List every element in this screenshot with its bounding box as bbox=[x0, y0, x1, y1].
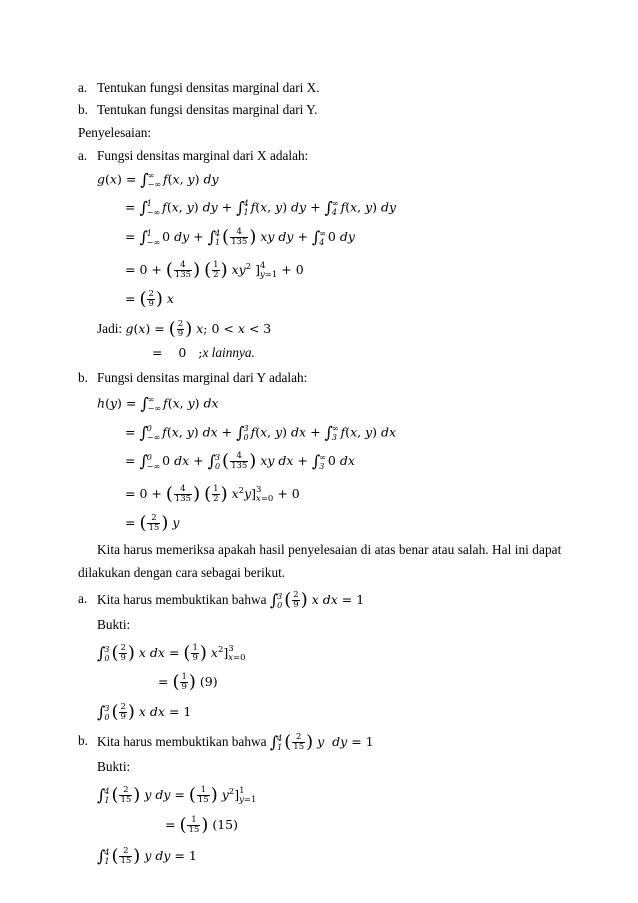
penyelesaian-heading: Penyelesaian: bbox=[78, 125, 152, 140]
item-a-text: Tentukan fungsi densitas marginal dari X. bbox=[97, 80, 320, 95]
item-a2-text: Fungsi densitas marginal dari X adalah: bbox=[97, 148, 309, 163]
eq-g4: = 0 + ( $\frac{4}{135}$ ) ( $\frac{1}{2}$ ) $xy^2$ ] 4 y=1 + 0 bbox=[125, 259, 304, 281]
eq-h4: = 0 + ( $\frac{4}{135}$ ) ( $\frac{1}{2}$ ) $x^2y$] 3 x=0 + 0 bbox=[125, 483, 300, 505]
item-b2-text: Fungsi densitas marginal dari Y adalah: bbox=[97, 370, 308, 385]
jadi-g: Jadi: g(x) = ( $\frac{2}{9}$ ) x; 0 < x < 3 bbox=[97, 318, 272, 340]
eq-h3: = ∫ 0 −∞ 0 dx + ∫ 3 0 ( $\frac{4}{135}$ ) xy dx + ∫ ∞ 3 0 dx bbox=[125, 450, 355, 472]
eq-pb3: ∫ 4 1 ( $\frac{2}{15}$ ) y dy = 1 bbox=[97, 845, 197, 867]
item-a: a. Tentukan fungsi densitas marginal dari X. bbox=[78, 80, 320, 95]
bukti-a: Bukti: bbox=[97, 617, 131, 632]
eq-pb1: ∫ 4 1 ( $\frac{2}{15}$ ) y dy = ( $\frac{1}{15}$ ) $y^2$] 1 y=1 bbox=[97, 784, 257, 806]
bukti-b: Bukti: bbox=[97, 759, 131, 774]
eq-g5: = ( $\frac{2}{9}$ ) x bbox=[125, 288, 174, 310]
item-b3: b. Kita harus membuktikan bahwa ∫ 4 1 ( $\frac{2}{15}$ ) y dy = 1 bbox=[78, 731, 374, 753]
item-a3: a. Kita harus membuktikan bahwa ∫ 3 0 ( $\frac{2}{9}$ ) x dx = 1 bbox=[78, 589, 365, 611]
eq-pa3: ∫ 3 0 ( $\frac{2}{9}$ ) x dx = 1 bbox=[97, 701, 192, 723]
eq-h2: = ∫ 0 −∞ f(x, y) dx + ∫ 3 0 f(x, y) dx + ∫ ∞ 3 f(x, y) dx bbox=[125, 423, 397, 442]
item-a2: a. Fungsi densitas marginal dari X adalah: bbox=[78, 148, 309, 163]
eq-g3: = ∫ 1 −∞ 0 dy + ∫ 4 1 ( $\frac{4}{135}$ ) xy dy + ∫ ∞ 4 0 dy bbox=[125, 226, 355, 248]
item-b3-text: Kita harus membuktikan bahwa ∫ 4 1 ( $\frac{2}{15}$ ) y dy = 1 bbox=[97, 731, 374, 753]
eq-g2: = ∫ 1 −∞ f(x, y) dy + ∫ 4 1 f(x, y) dy + ∫ ∞ 4 f(x, y) dy bbox=[125, 198, 397, 217]
item-b2: b. Fungsi densitas marginal dari Y adalah: bbox=[78, 370, 308, 385]
eq-h1: h(y) = ∫ ∞ −∞ f(x, y) dx bbox=[97, 394, 219, 413]
eq-h5: = ( $\frac{2}{15}$ ) y bbox=[125, 512, 180, 534]
eq-pb2: = ( $\frac{1}{15}$ ) (15) bbox=[165, 814, 238, 836]
item-a3-text: Kita harus membuktikan bahwa ∫ 3 0 ( $\frac{2}{9}$ ) x dx = 1 bbox=[97, 589, 365, 611]
paragraph-line-2: dilakukan dengan cara sebagai berikut. bbox=[78, 565, 286, 580]
paragraph-line-1: Kita harus memeriksa apakah hasil penyelesaian di atas benar atau salah. Hal ini dapat bbox=[97, 542, 562, 557]
eq-g1: g(x) = ∫ ∞ −∞ f(x, y) dy bbox=[97, 170, 219, 189]
item-b-text: Tentukan fungsi densitas marginal dari Y. bbox=[97, 102, 318, 117]
eq-pa2: = ( $\frac{1}{9}$ ) (9) bbox=[158, 671, 218, 693]
item-b: b. Tentukan fungsi densitas marginal dari Y. bbox=[78, 102, 318, 117]
jadi-g-else: = 0 ;x lainnya. bbox=[152, 345, 255, 360]
eq-pa1: ∫ 3 0 ( $\frac{2}{9}$ ) x dx = ( $\frac{1}{9}$ ) $x^2$] 3 x=0 bbox=[97, 642, 246, 664]
